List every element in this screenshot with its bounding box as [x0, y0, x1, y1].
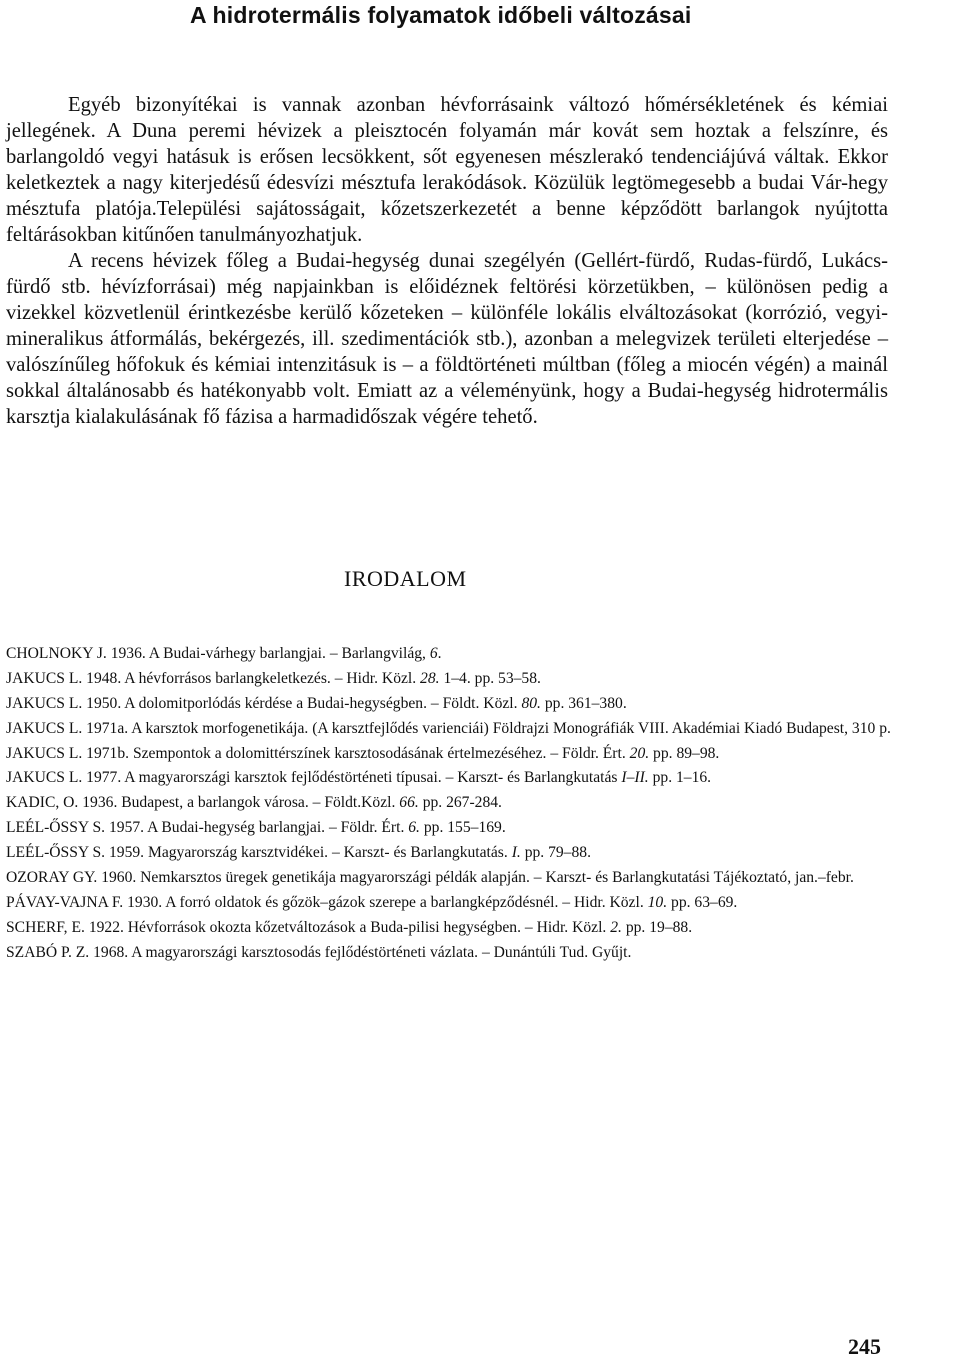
reference-author: JAKUCS L. — [6, 744, 83, 762]
reference-item — [6, 743, 896, 766]
reference-item — [6, 792, 896, 815]
reference-author: JAKUCS L. — [6, 669, 83, 687]
reference-author: JAKUCS L. — [6, 694, 83, 712]
reference-pages: pp. 79–88. — [524, 844, 591, 862]
reference-item — [6, 892, 896, 915]
reference-pages: pp. 1–16. — [652, 769, 712, 787]
reference-pages: pp. 267-284. — [422, 794, 502, 812]
reference-pages: pp. 155–169. — [423, 819, 506, 837]
reference-text: 1968. A magyarországi karsztosodás fejlődéstörténeti vázlata. – Dunántúli Tud. Gyűjt. — [93, 943, 632, 961]
reference-volume: 28. — [420, 669, 440, 687]
reference-pages: 1–4. pp. 53–58. — [443, 669, 541, 687]
body-text — [6, 92, 888, 430]
reference-pages: pp. 63–69. — [671, 893, 738, 911]
reference-author: LEÉL-ŐSSY S. — [6, 819, 106, 837]
reference-text: 1948. A hévforrásos barlangkeletkezés. – Hidr. Közl. — [86, 669, 417, 687]
reference-pages: pp. 361–380. — [544, 694, 627, 712]
reference-item — [6, 942, 896, 965]
reference-pages: pp. 89–98. — [653, 744, 720, 762]
page-title: A hidrotermális folyamatok időbeli változásai — [190, 2, 692, 28]
reference-pages: pp. 19–88. — [625, 918, 693, 936]
reference-item — [6, 817, 896, 840]
reference-text: 1930. A forró oldatok és gőzök–gázok szerepe a barlangképződésnél. – Hidr. Közl. — [127, 893, 644, 911]
reference-author: CHOLNOKY J. — [6, 645, 107, 662]
reference-volume: I. — [511, 844, 521, 862]
reference-volume: 2. — [610, 918, 622, 936]
reference-author: PÁVAY-VAJNA F. — [6, 893, 124, 911]
reference-item — [6, 767, 896, 790]
reference-text: 1959. Magyarország karsztvidékei. – Karszt- és Barlangkutatás. — [108, 844, 508, 862]
reference-item — [6, 643, 896, 666]
reference-volume: 20. — [629, 744, 650, 762]
reference-item — [6, 693, 896, 716]
reference-text: 1960. Nemkarsztos üregek genetikája magyarországi példák alapján. – Karszt- és Barlangkutatási Tájékoztató, jan.–febr. — [101, 869, 854, 887]
reference-volume: 10. — [647, 893, 668, 911]
reference-text: 1957. A Budai-hegység barlangjai. – Földr. Ért. — [108, 819, 405, 837]
reference-volume: 80. — [521, 694, 541, 712]
paragraph: Egyéb bizonyítékai is vannak azonban hévforrásaink változó hőmérsékletének és kémiai jellegének. A Duna peremi hévizek a pleisztocén folyamán már kovát sem hoztak a felszínre, és barlangoldó vegyi hatásuk is erősen lecsökkent, sőt egyenesen mészlerakó tendenciájúvá váltak. Ekkor keletkeztek a nagy kiterjedésű édesvízi mésztufa lerakódások. Közülük legtömegesebb a budai Vár-hegy mésztufa platója.Települési sajátosságait, kőzetszerkezetét a benne képződött barlangok nyújtotta feltárásokban kitűnően tanulmányozhatjuk. — [6, 94, 888, 246]
reference-text: 1936. A Budai-várhegy barlangjai. – Barlangvilág, — [110, 645, 426, 662]
section-heading: IRODALOM — [344, 566, 467, 591]
reference-text: 1950. A dolomitporlódás kérdése a Budai-hegységben. – Földt. Közl. — [86, 694, 518, 712]
reference-author: SZABÓ P. Z. — [6, 943, 90, 961]
reference-author: KADIC, O. — [6, 794, 79, 812]
page-number: 245 — [848, 1334, 881, 1359]
reference-list — [6, 643, 896, 967]
paragraph: A recens hévizek főleg a Budai-hegység dunai szegélyén (Gellért-fürdő, Rudas-fürdő, Lukács-fürdő stb. hévízforrásai) még napjainkban is előidéznek feltörési körzetükben, – különösen pedig a vizekkel közvetlenül érintkezésbe kerülő kőzeteken – különféle lokális elváltozásokat (korrózió, vegyi-mineralikus átformálás, bekérgezés, ill. szedimentációk stb.), azonban a melegvizek területi elterjedése – valószínűleg hőfokuk és kémiai intenzitásuk is – a földtörténeti múltban (főleg a miocén végén) a mainál sokkal általánosabb és hatékonyabb volt. Emiatt az a véleményünk, hogy a Budai-hegység hidrotermális karsztja kialakulásának fő fázisa a harmadidőszak végére tehető. — [6, 250, 888, 428]
reference-text: 1936. Budapest, a barlangok városa. – Földt.Közl. — [82, 794, 396, 812]
reference-item — [6, 867, 896, 890]
reference-item — [6, 718, 896, 741]
reference-text: 1922. Hévforrások okozta kőzetváltozások a Buda-pilisi hegységben. – Hidr. Közl. — [88, 918, 607, 936]
reference-item — [6, 842, 896, 865]
reference-volume: 6 — [429, 645, 438, 662]
reference-author: JAKUCS L. — [6, 719, 83, 737]
reference-author: OZORAY GY. — [6, 869, 98, 887]
reference-author: JAKUCS L. — [6, 769, 83, 787]
reference-text: 1977. A magyarországi karsztok fejlődéstörténeti típusai. – Karszt- és Barlangkutatás — [86, 769, 618, 787]
reference-author: LEÉL-ŐSSY S. — [6, 844, 106, 862]
reference-text: 1971b. Szempontok a dolomittérszínek karsztosodásának értelmezéséhez. – Földr. Ért. — [86, 744, 626, 762]
reference-volume: I–II. — [621, 769, 649, 787]
reference-item — [6, 917, 896, 940]
reference-text: 1971a. A karsztok morfogenetikája. (A karsztfejlődés varienciái) Földrajzi Monográfiák VIII. Akadémiai Kiadó Budapest, 310 p. — [86, 719, 891, 737]
reference-author: SCHERF, E. — [6, 918, 85, 936]
reference-volume: 66. — [399, 794, 419, 812]
reference-item — [6, 668, 896, 691]
reference-volume: 6. — [408, 819, 420, 837]
reference-pages: . — [437, 645, 442, 662]
